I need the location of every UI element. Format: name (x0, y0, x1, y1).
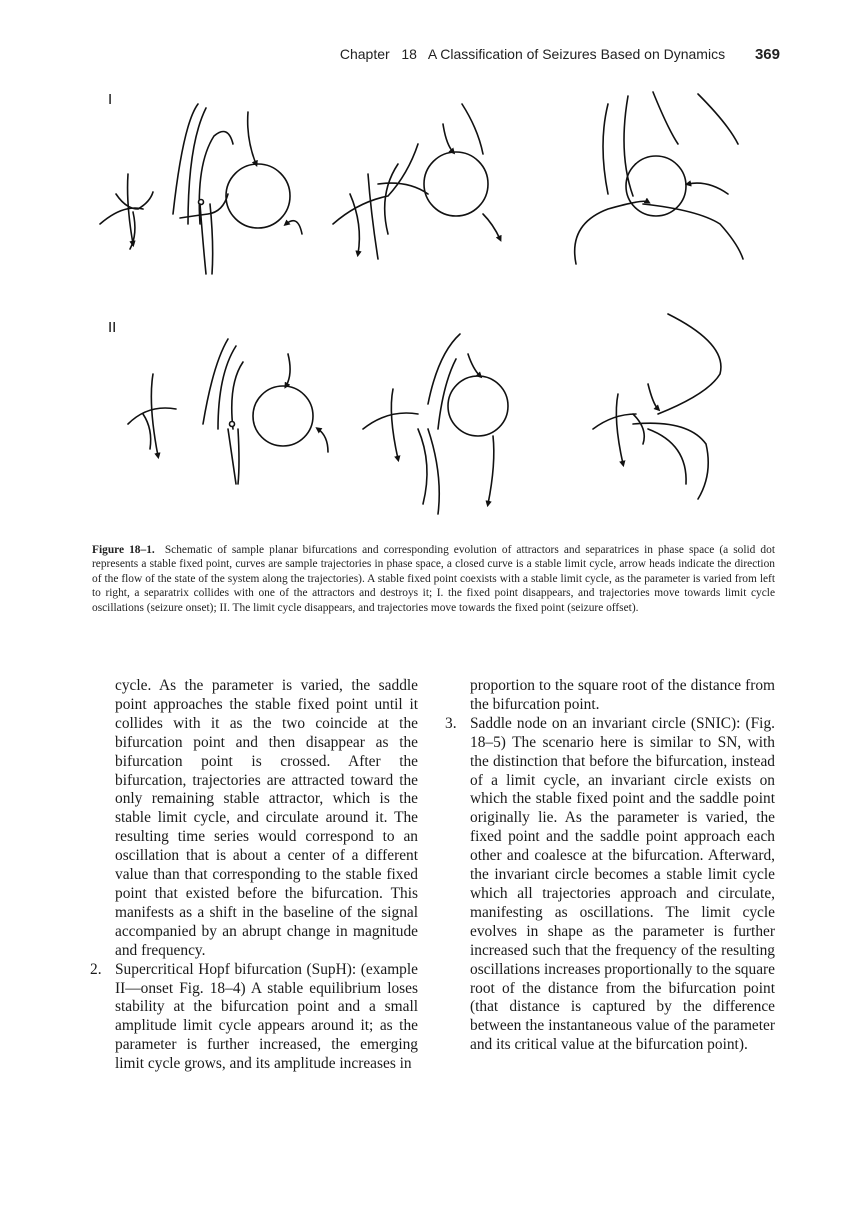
page-number: 369 (754, 46, 780, 63)
running-head (0, 46, 780, 63)
limit-cycle (448, 376, 508, 436)
row-label-i: I (108, 91, 113, 108)
right-column (445, 677, 775, 1055)
figure-caption (92, 543, 775, 615)
panel-i-2 (333, 104, 500, 259)
limit-cycle (424, 152, 488, 216)
left-continuation: cycle. As the parameter is varied, the saddle point approaches the stable fixed point until it collides with it as the two coincide at the bifurcation point and then disappear as the bifurcation point is crossed. After the bifurcation, trajectories are attracted toward the only remaining stable attractor, which is the stable limit cycle, and circulate around it. The resulting time series would correspond to an oscillation that is about a center of a different value than that corresponding to the stable fixed point that existed before the bifurcation. This manifests as a shift in the baseline of the signal accompanied by an abrupt change in magnitude and frequency. (115, 677, 418, 959)
caption-label: Figure 18–1. (92, 544, 155, 556)
list-marker-2: 2. (90, 960, 102, 978)
limit-cycle (626, 156, 686, 216)
right-continuation: proportion to the square root of the distance from the bifurcation point. (470, 677, 775, 713)
list-item-3-text: Saddle node on an invariant circle (SNIC): (Fig. 18–5) The scenario here is similar to SN, with the distinction that before the bifurcation, instead of a limit cycle, an invariant circle exists on which the stable fixed point and the saddle point originally lie. As the parameter is varied, the fixed point and the saddle point approach each other and coalesce at the bifurcation. Afterward, the invariant circle becomes a stable limit cycle which all trajectories approach and circulate, manifesting as oscillations. The limit cycle evolves in shape as the parameter is further increased such that the frequency of the resulting oscillations increases proportionally to the square root of the distance from the bifurcation point (that distance is captured by the difference between the instantaneous value of the parameter and its critical value at the bifurcation point). (470, 714, 775, 1054)
list-item-2 (90, 960, 418, 1074)
row-label-ii: II (108, 319, 117, 336)
saddle-point (230, 422, 235, 427)
left-column (90, 677, 418, 1074)
panel-ii-3 (593, 314, 721, 499)
list-item-2-text: Supercritical Hopf bifurcation (SupH): (example II—onset Fig. 18–4) A stable equilibrium loses stability at the bifurcation point and a small amplitude limit cycle appears around it; as the parameter is further increased, the emerging limit cycle grows, and its amplitude increases in (115, 960, 418, 1073)
chapter-title: A Classification of Seizures Based on Dynamics (427, 46, 726, 62)
panel-ii-2 (363, 334, 508, 514)
limit-cycle (253, 386, 313, 446)
figure-18-1 (88, 84, 778, 536)
bifurcation-diagram (88, 84, 778, 536)
panel-i-3 (575, 92, 743, 264)
chapter-number: 18 (401, 46, 417, 62)
caption-text: Schematic of sample planar bifurcations and corresponding evolution of attractors and separatrices in phase space (a solid dot represents a stable fixed point, curves are sample trajectories in phase space, a closed curve is a stable limit cycle, arrow heads indicate the direction of the flow of the state of the system along the trajectories). A stable fixed point coexists with a stable limit cycle, as the parameter is varied from left to right, a separatrix collides with one of the attractors and destroys it; I. the fixed point disappears, and trajectories move towards limit cycle oscillations (seizure onset); II. The limit cycle disappears, and trajectories move towards the fixed point (seizure offset). (92, 544, 775, 614)
panel-i-1 (100, 104, 302, 274)
panel-ii-1 (128, 339, 328, 484)
list-marker-3: 3. (445, 714, 457, 732)
list-item-3 (445, 714, 775, 1055)
chapter-label: Chapter (339, 46, 390, 62)
limit-cycle (226, 164, 290, 228)
